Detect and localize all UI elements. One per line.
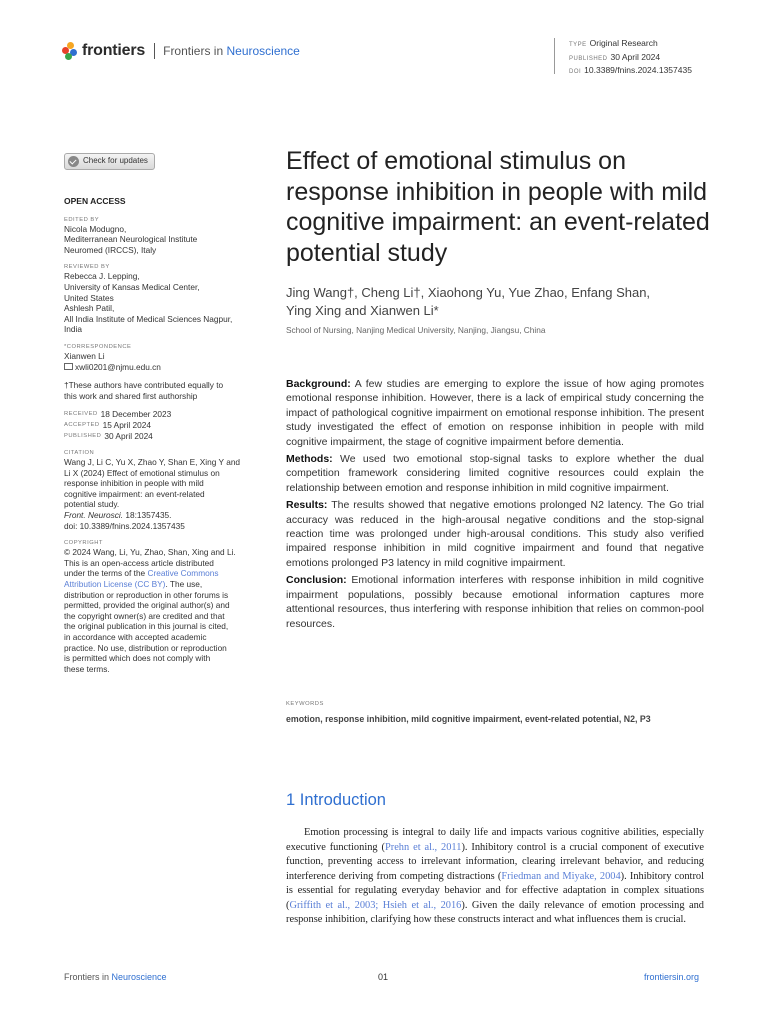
reviewed-by-label: REVIEWED BY (64, 264, 110, 271)
mail-icon (64, 363, 73, 370)
citation-label: CITATION (64, 450, 95, 457)
copyright-label: COPYRIGHT (64, 540, 103, 547)
abstract-methods: Methods: We used two emotional stop-signal tasks to explore whether the dual competition framework considering limited cognitive resources could explain the relationship between emotion and response inhibition in mild cognitive impairment. (286, 453, 704, 494)
abstract-conclusion: Conclusion: Emotional information interferes with response inhibition in mild cognitive impairment populations, possibly because emotional information captures more attentional resources, thus interfering with response inhibition that relies on common-pool resources. (286, 574, 704, 630)
check-for-updates-button[interactable]: Check for updates (64, 153, 155, 170)
open-access-label: OPEN ACCESS (64, 196, 126, 206)
author-list[interactable]: Jing Wang†, Cheng Li†, Xiaohong Yu, Yue Zhao, Enfang Shan, Ying Xing and Xianwen Li* (286, 285, 651, 318)
citation-link[interactable]: Griffith et al., 2003; Hsieh et al., 2016 (289, 899, 462, 911)
doi-link[interactable]: 10.3389/fnins.2024.1357435 (584, 65, 692, 75)
frontiers-logo-icon (62, 42, 78, 60)
citation-text: Wang J, Li C, Yu X, Zhao Y, Shan E, Xing Y and Li X (2024) Effect of emotional stimulus on response inhibition in people with mild cognitive impairment: an event-related potential study. Front. Neurosci. 18:1357435. doi: 10.3389/fnins.2024.1357435 (64, 457, 241, 531)
introduction-paragraph: Emotion processing is integral to daily life and impacts various cognitive abilities, especially executive functioning (Prehn et al., 2011). Inhibitory control is a crucial component of executive function, preventing access to irrelevant information, clearing irrelevant behavior, and reducing interference deriving from competing distractions (Friedman and Miyake, 2004). Inhibitory control is essential for regulating everyday behavior and for effective adaptation in complex situations (Griffith et al., 2003; Hsieh et al., 2016). Given the daily relevance of emotion processing and response inhibition, clarifying how these constructs interact and what influences them is crucial. (286, 827, 705, 925)
published-date: 30 April 2024 (610, 51, 661, 62)
article-type: Original Research (589, 38, 658, 48)
published-date-sidebar: 30 April 2024 (104, 430, 153, 441)
edited-by-label: EDITED BY (64, 216, 100, 223)
keywords-label: KEYWORDS (286, 701, 324, 707)
received-date: 18 December 2023 (100, 409, 172, 420)
abstract-results: Results: The results showed that negative emotions prolonged N2 latency. The Go trial accuracy was reduced in the high-arousal negative conditions and the stop-signal reaction time was prolonged under high-arousal conditions. This study also verified impaired response inhibition in mild cognitive impairment and found that negative emotions prolonged P3 latency in mild cognitive impairment. (286, 499, 704, 569)
frontiers-logo[interactable] (62, 42, 300, 60)
citation-link[interactable]: Friedman and Miyake, 2004 (501, 870, 621, 882)
article-title: Effect of emotional stimulus on response inhibition in people with mild cognitive impairment: an event-related potential study (286, 147, 710, 267)
accepted-date: 15 April 2024 (102, 419, 152, 430)
section-heading-introduction: 1 Introduction (286, 791, 386, 809)
cc-license-link-2[interactable]: Attribution License (CC BY) (64, 579, 166, 590)
page-number: 01 (378, 972, 389, 982)
journal-name[interactable]: Frontiers in Neuroscience (163, 44, 300, 58)
editor-info: Nicola Modugno, Mediterranean Neurological Institute Neuromed (IRCCS), Italy (64, 223, 198, 255)
cc-license-link[interactable]: Creative Commons (147, 568, 219, 579)
keywords: emotion, response inhibition, mild cognitive impairment, event-related potential, N2, P3 (286, 714, 651, 724)
logo-wordmark: frontiers (82, 42, 146, 59)
abstract-background: Background: A few studies are emerging to explore the issue of how aging promotes emotional response inhibition. However, there is a lack of empirical study concerning the impact of pathological cognitive impairment on emotional response inhibition. The present study investigated the effect of emotion on response inhibition in people with mild cognitive impairment, the stage of cognitive impairment before dementia. (286, 378, 704, 448)
logo-divider (154, 43, 155, 59)
dates: RECEIVED 18 December 2023 ACCEPTED 15 April 2024 PUBLISHED 30 April 2024 (64, 409, 172, 441)
reviewer-info: Rebecca J. Lepping, University of Kansas Medical Center, United States Ashlesh Patil, All India Institute of Medical Sciences Nagpur, India (64, 271, 233, 335)
article-meta: TYPE Original Research PUBLISHED 30 April 2024 DOI 10.3389/fnins.2024.1357435 (554, 38, 692, 74)
correspondence-name: Xianwen Li (64, 350, 105, 361)
footer-journal[interactable]: Frontiers in Neuroscience (64, 972, 167, 982)
article-sidebar (64, 153, 260, 674)
check-icon (68, 156, 79, 167)
copyright-text: © 2024 Wang, Li, Yu, Zhao, Shan, Xing and Li. This is an open-access article distributed under the terms of the Creative Commons Attribution License (CC BY). The use, distribution or reproduction in other forums is permitted, provided the original author(s) and the copyright owner(s) are credited and that the original publication in this journal is cited, in accordance with accepted academic practice. No use, distribution or reproduction is permitted which does not comply with these terms. (64, 547, 236, 674)
affiliation: School of Nursing, Nanjing Medical University, Nanjing, Jiangsu, China (286, 325, 546, 335)
correspondence-email[interactable]: xwli0201@njmu.edu.cn (64, 362, 260, 373)
citation-link[interactable]: Prehn et al., 2011 (384, 841, 462, 853)
equal-contribution-note: †These authors have contributed equally to this work and shared first authorship (64, 380, 224, 401)
footer-site-link[interactable]: frontiersin.org (644, 972, 700, 982)
abstract (286, 377, 704, 634)
correspondence-label: *CORRESPONDENCE (64, 343, 132, 350)
